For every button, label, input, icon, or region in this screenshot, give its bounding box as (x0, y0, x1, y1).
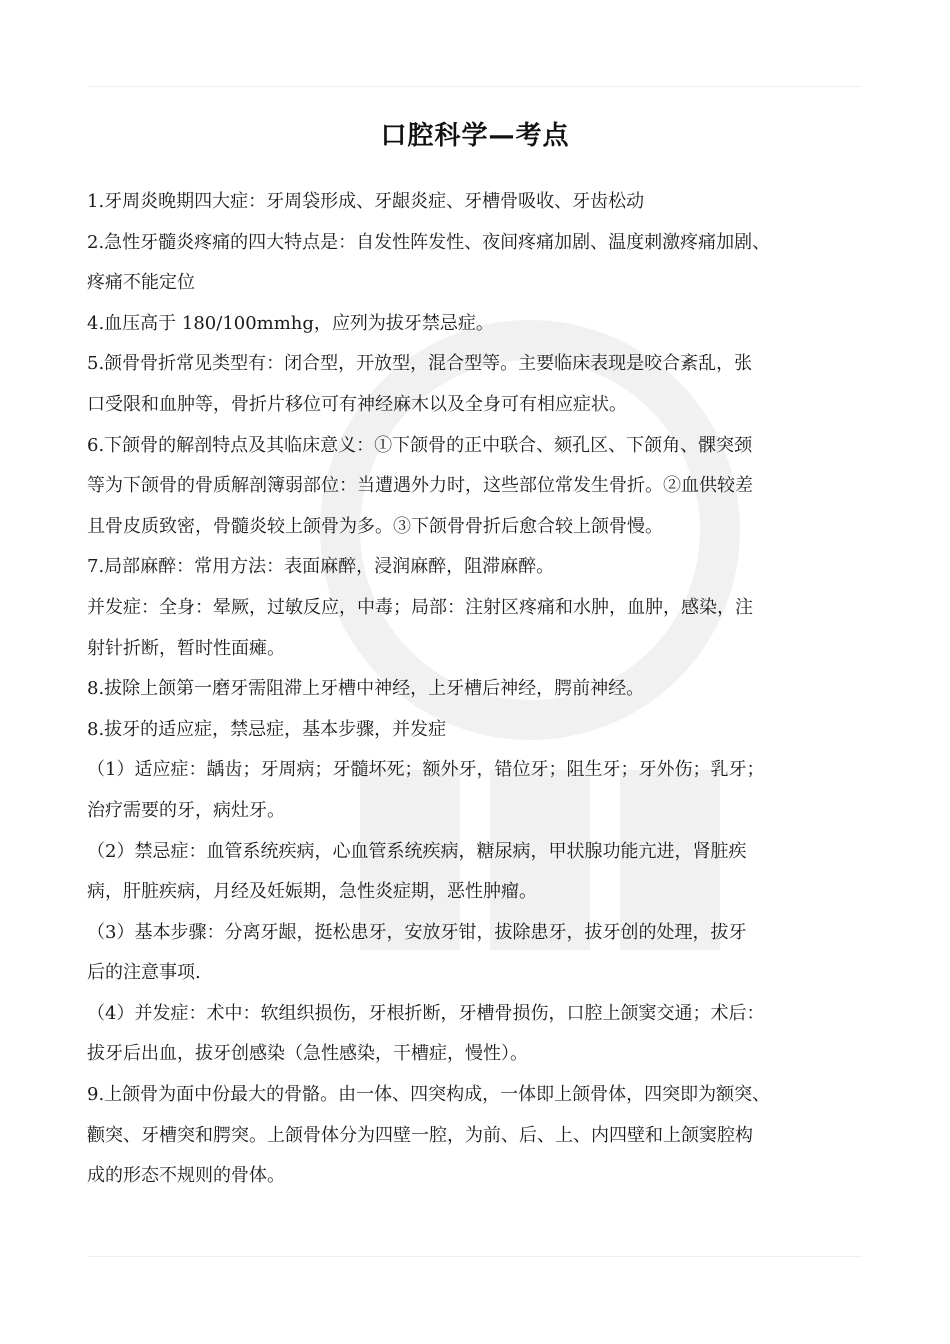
text-line: 治疗需要的牙，病灶牙。 (87, 799, 285, 821)
text-line: 疼痛不能定位 (87, 272, 195, 294)
text-line: 9.上颌骨为面中份最大的骨骼。由一体、四突构成，一体即上颌骨体，四突即为额突、 (87, 1084, 771, 1106)
text-line: 成的形态不规则的骨体。 (87, 1165, 285, 1187)
text-line: 5.颌骨骨折常见类型有：闭合型，开放型，混合型等。主要临床表现是咬合紊乱，张 (87, 353, 753, 375)
text-line: 拔牙后出血，拔牙创感染（急性感染，干槽症，慢性）。 (87, 1043, 528, 1065)
text-line: 射针折断，暂时性面瘫。 (87, 637, 285, 659)
text-line: 4.血压高于 180/100mmhg，应列为拔牙禁忌症。 (87, 312, 494, 334)
text-line: 1.牙周炎晚期四大症：牙周袋形成、牙龈炎症、牙槽骨吸收、牙齿松动 (87, 191, 645, 212)
text-line: 7.局部麻醉：常用方法：表面麻醉，浸润麻醉，阻滞麻醉。 (87, 556, 555, 578)
page-title: 口腔科学—考点 (380, 121, 570, 151)
text-line: 口受限和血肿等，骨折片移位可有神经麻木以及全身可有相应症状。 (87, 393, 627, 415)
text-line: 并发症：全身：晕厥，过敏反应，中毒；局部：注射区疼痛和水肿，血肿，感染，注 (87, 596, 753, 618)
text-line: 后的注意事项. (87, 962, 201, 984)
text-line: 且骨皮质致密，骨髓炎较上颌骨为多。③下颌骨骨折后愈合较上颌骨慢。 (87, 515, 663, 537)
text-line: 等为下颌骨的骨质解剖簿弱部位：当遭遇外力时，这些部位常发生骨折。②血供较差 (87, 475, 753, 497)
text-line: （3）基本步骤：分离牙龈，挺松患牙，安放牙钳，拔除患牙，拔牙创的处理，拔牙 (87, 921, 747, 943)
text-line: 8.拔牙的适应症，禁忌症，基本步骤，并发症 (87, 718, 447, 740)
text-line: 颧突、牙槽突和腭突。上颌骨体分为四壁一腔，为前、后、上、内四壁和上颌窦腔构 (87, 1124, 753, 1146)
text-line: 病，肝脏疾病，月经及妊娠期，急性炎症期，恶性肿瘤。 (87, 881, 537, 903)
text-line: （1）适应症：龋齿；牙周病；牙髓坏死；额外牙，错位牙；阻生牙；牙外伤；乳牙； (87, 759, 765, 781)
text-line: 6.下颌骨的解剖特点及其临床意义：①下颌骨的正中联合、颏孔区、下颌角、髁突颈 (87, 434, 753, 456)
header-divider (88, 86, 862, 87)
text-line: 2.急性牙髓炎疼痛的四大特点是：自发性阵发性、夜间疼痛加剧、温度刺激疼痛加剧、 (87, 231, 771, 253)
footer-divider (88, 1256, 862, 1257)
text-line: （2）禁忌症：血管系统疾病，心血管系统疾病，糖尿病，甲状腺功能亢进，肾脏疾 (87, 840, 747, 862)
document-body (87, 182, 883, 1197)
text-line: 8.拔除上颌第一磨牙需阻滞上牙槽中神经，上牙槽后神经，腭前神经。 (87, 678, 645, 700)
text-line: （4）并发症：术中：软组织损伤，牙根折断，牙槽骨损伤，口腔上颌窦交通；术后： (87, 1002, 765, 1024)
